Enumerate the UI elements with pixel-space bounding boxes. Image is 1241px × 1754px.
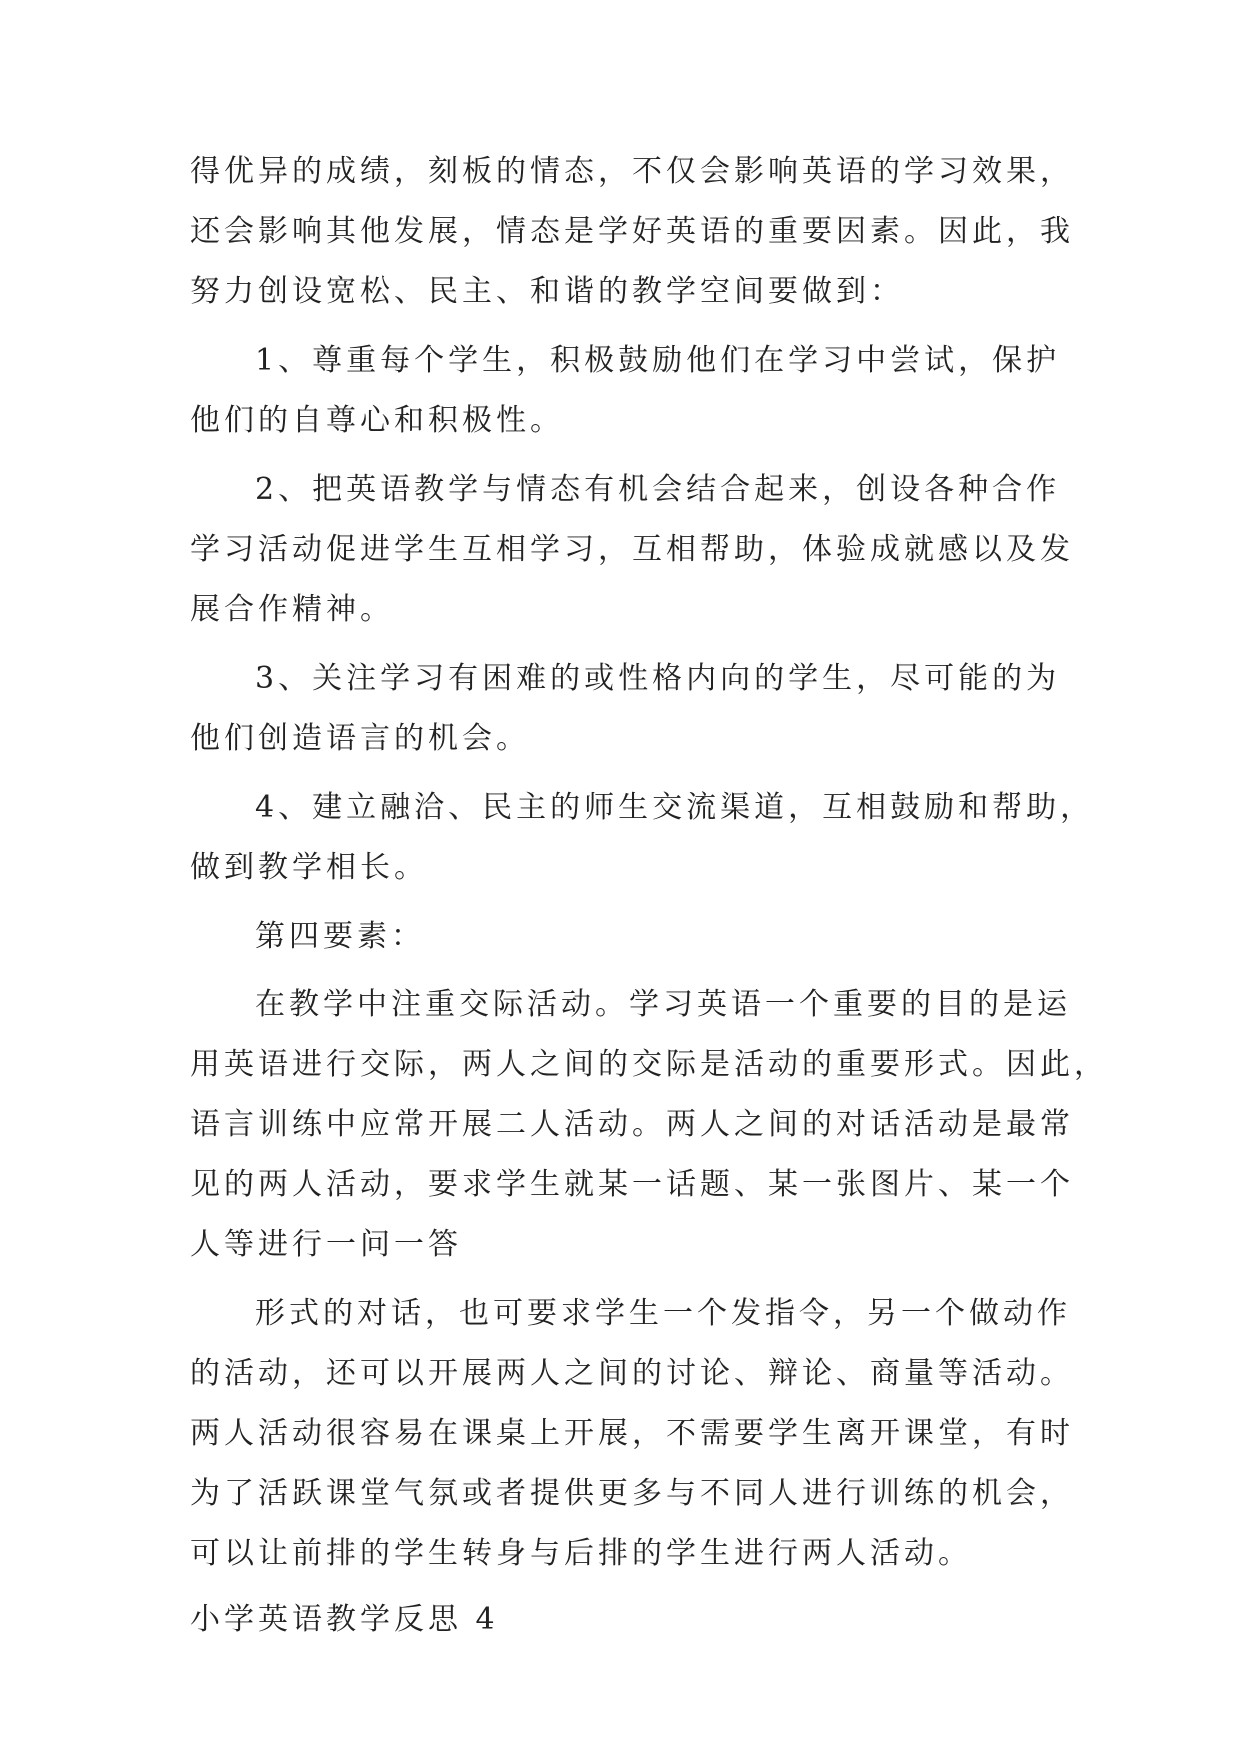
list-item-3: 3、关注学习有困难的或性格内向的学生，尽可能的为 <box>255 661 1061 696</box>
section-heading: 第四要素： <box>255 919 425 954</box>
paragraph-start: 形式的对话，也可要求学生一个发指令，另一个做动作 <box>255 1296 1071 1331</box>
text-line: 学习活动促进学生互相学习，互相帮助，体验成就感以及发 <box>190 532 1074 567</box>
text-line: 他们创造语言的机会。 <box>190 721 530 756</box>
text-line: 还会影响其他发展，情态是学好英语的重要因素。因此，我 <box>190 214 1074 249</box>
list-item-2: 2、把英语教学与情态有机会结合起来，创设各种合作 <box>255 472 1061 507</box>
paragraph-start: 在教学中注重交际活动。学习英语一个重要的目的是运 <box>255 987 1071 1022</box>
text-line: 他们的自尊心和积极性。 <box>190 403 564 438</box>
list-item-4: 4、建立融洽、民主的师生交流渠道，互相鼓励和帮助， <box>255 790 1095 825</box>
text-line: 两人活动很容易在课桌上开展，不需要学生离开课堂，有时 <box>190 1416 1074 1451</box>
text-line: 做到教学相长。 <box>190 850 428 885</box>
text-line: 展合作精神。 <box>190 592 394 627</box>
text-line: 努力创设宽松、民主、和谐的教学空间要做到： <box>190 274 904 309</box>
list-item-1: 1、尊重每个学生，积极鼓励他们在学习中尝试，保护 <box>255 343 1061 378</box>
text-line: 为了活跃课堂气氛或者提供更多与不同人进行训练的机会， <box>190 1476 1074 1511</box>
text-line: 人等进行一问一答 <box>190 1227 462 1262</box>
text-line: 可以让前排的学生转身与后排的学生进行两人活动。 <box>190 1536 972 1571</box>
text-line: 的活动，还可以开展两人之间的讨论、辩论、商量等活动。 <box>190 1356 1074 1391</box>
text-line: 得优异的成绩，刻板的情态，不仅会影响英语的学习效果， <box>190 154 1074 189</box>
document-title: 小学英语教学反思 4 <box>190 1602 499 1637</box>
text-line: 用英语进行交际，两人之间的交际是活动的重要形式。因此， <box>190 1047 1108 1082</box>
text-line: 见的两人活动，要求学生就某一话题、某一张图片、某一个 <box>190 1167 1074 1202</box>
text-line: 语言训练中应常开展二人活动。两人之间的对话活动是最常 <box>190 1107 1074 1142</box>
